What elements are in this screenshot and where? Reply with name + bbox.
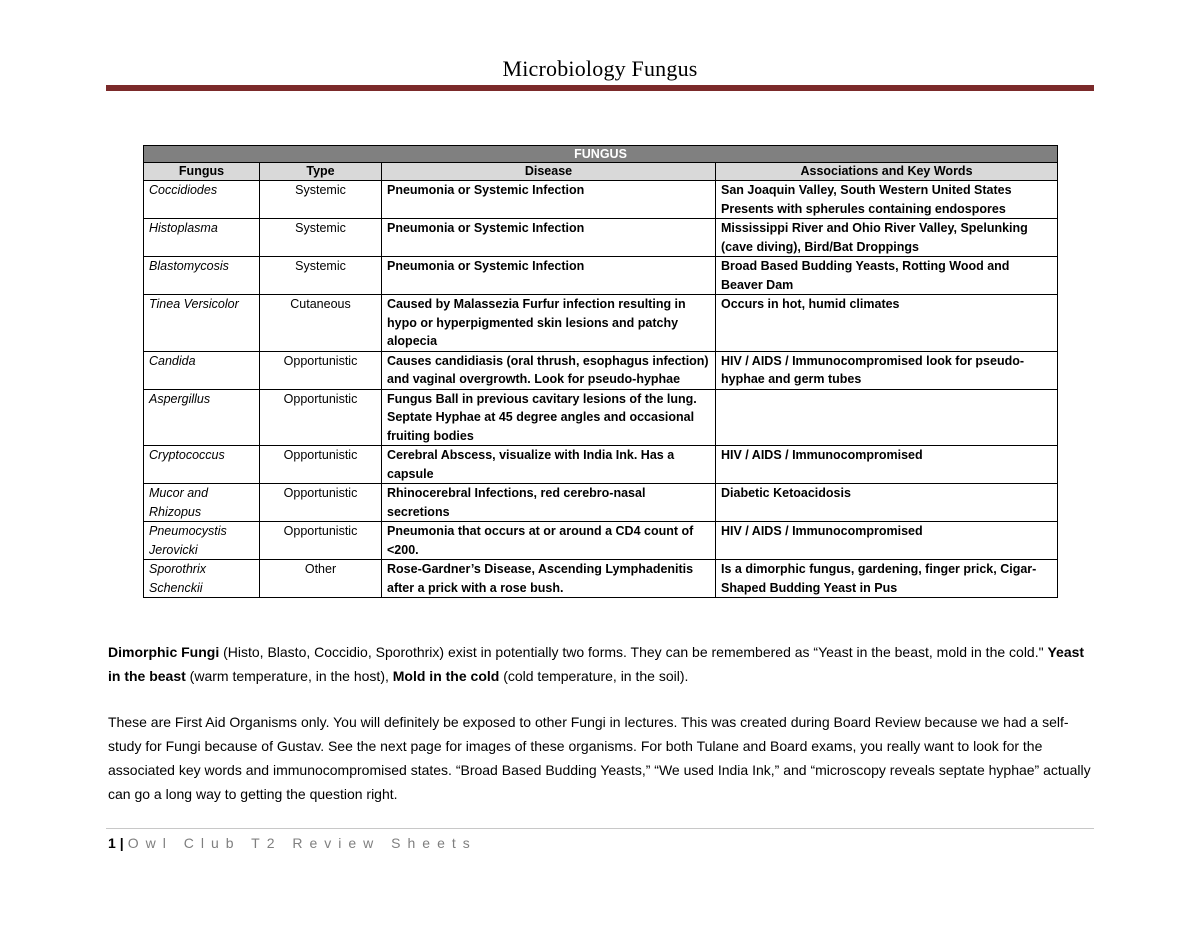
cell-fungus: Mucor and Rhizopus [144, 484, 260, 522]
fungus-table [143, 145, 1058, 598]
cell-assoc: San Joaquin Valley, South Western United States Presents with spherules containing endospores [716, 181, 1058, 219]
cell-type: Systemic [260, 219, 382, 257]
cell-disease: Pneumonia or Systemic Infection [382, 257, 716, 295]
footer-rule [106, 828, 1094, 829]
table-row [144, 257, 1058, 295]
cell-assoc [716, 389, 1058, 446]
cell-assoc: Is a dimorphic fungus, gardening, finger prick, Cigar-Shaped Budding Yeast in Pus [716, 560, 1058, 598]
cell-assoc: HIV / AIDS / Immunocompromised look for pseudo-hyphae and germ tubes [716, 351, 1058, 389]
cell-disease: Pneumonia or Systemic Infection [382, 181, 716, 219]
page-title: Microbiology Fungus [502, 56, 698, 81]
cell-type: Systemic [260, 257, 382, 295]
footer-separator: | [119, 835, 124, 851]
cell-type: Opportunistic [260, 484, 382, 522]
cell-fungus: Aspergillus [144, 389, 260, 446]
cell-assoc: Broad Based Budding Yeasts, Rotting Wood and Beaver Dam [716, 257, 1058, 295]
table-row [144, 389, 1058, 446]
cell-disease: Rhinocerebral Infections, red cerebro-nasal secretions [382, 484, 716, 522]
col-header-type: Type [260, 163, 382, 181]
footer-text: Owl Club T2 Review Sheets [127, 835, 477, 851]
header-rule [106, 85, 1094, 91]
cell-fungus: Sporothrix Schenckii [144, 560, 260, 598]
col-header-fungus: Fungus [144, 163, 260, 181]
table-row [144, 484, 1058, 522]
table-banner: FUNGUS [144, 146, 1058, 163]
table-header-row [144, 163, 1058, 181]
paragraph1-text-1: (Histo, Blasto, Coccidio, Sporothrix) exist in potentially two forms. They can be remembered as “Yeast in the beast, mold in the cold." [219, 644, 1048, 660]
dimorphic-fungi-paragraph [108, 640, 1098, 688]
cell-type: Cutaneous [260, 295, 382, 352]
cell-assoc: HIV / AIDS / Immunocompromised [716, 446, 1058, 484]
cell-disease: Cerebral Abscess, visualize with India Ink. Has a capsule [382, 446, 716, 484]
cell-fungus: Histoplasma [144, 219, 260, 257]
table-body [144, 181, 1058, 598]
cell-disease: Fungus Ball in previous cavitary lesions of the lung. Septate Hyphae at 45 degree angles and occasional fruiting bodies [382, 389, 716, 446]
cell-assoc: Occurs in hot, humid climates [716, 295, 1058, 352]
cell-type: Opportunistic [260, 351, 382, 389]
cell-assoc: Diabetic Ketoacidosis [716, 484, 1058, 522]
cell-disease: Causes candidiasis (oral thrush, esophagus infection) and vaginal overgrowth. Look for pseudo-hyphae [382, 351, 716, 389]
dimorphic-fungi-lead: Dimorphic Fungi [108, 644, 220, 660]
cell-type: Other [260, 560, 382, 598]
cell-type: Systemic [260, 181, 382, 219]
cell-fungus: Cryptococcus [144, 446, 260, 484]
notes-paragraph: These are First Aid Organisms only. You will definitely be exposed to other Fungi in lectures. This was created during Board Review because we had a self-study for Fungi because of Gustav. See the next page for images of these organisms. For both Tulane and Board exams, you really want to look for the associated key words and immunocompromised states. “Broad Based Budding Yeasts,” “We used India Ink,” and “microscopy reveals septate hyphae” actually can go a long way to getting the question right. [108, 714, 1091, 802]
cell-fungus: Pneumocystis Jerovicki [144, 522, 260, 560]
cell-fungus: Coccidiodes [144, 181, 260, 219]
cell-fungus: Tinea Versicolor [144, 295, 260, 352]
cell-type: Opportunistic [260, 446, 382, 484]
table-row [144, 219, 1058, 257]
table-banner-row [144, 146, 1058, 163]
col-header-associations: Associations and Key Words [716, 163, 1058, 181]
cell-disease: Pneumonia that occurs at or around a CD4 count of <200. [382, 522, 716, 560]
cell-fungus: Blastomycosis [144, 257, 260, 295]
cell-fungus: Candida [144, 351, 260, 389]
paragraph1-text-2: (warm temperature, in the host), [185, 668, 393, 684]
table-row [144, 351, 1058, 389]
cell-disease: Rose-Gardner’s Disease, Ascending Lymphadenitis after a prick with a rose bush. [382, 560, 716, 598]
table-row [144, 295, 1058, 352]
page-number: 1 [108, 835, 116, 851]
col-header-disease: Disease [382, 163, 716, 181]
table-row [144, 446, 1058, 484]
paragraph1-text-3: (cold temperature, in the soil). [499, 668, 689, 684]
table-row [144, 181, 1058, 219]
cell-assoc: HIV / AIDS / Immunocompromised [716, 522, 1058, 560]
cell-type: Opportunistic [260, 389, 382, 446]
paragraph1-bold-1: Yeast in the beast [108, 644, 1085, 684]
cell-disease: Caused by Malassezia Furfur infection resulting in hypo or hyperpigmented skin lesions and patchy alopecia [382, 295, 716, 352]
table-row [144, 560, 1058, 598]
cell-assoc: Mississippi River and Ohio River Valley, Spelunking (cave diving), Bird/Bat Droppings [716, 219, 1058, 257]
table-row [144, 522, 1058, 560]
cell-type: Opportunistic [260, 522, 382, 560]
paragraph1-bold-2: Mold in the cold [392, 668, 500, 684]
page-footer [108, 834, 477, 852]
cell-disease: Pneumonia or Systemic Infection [382, 219, 716, 257]
